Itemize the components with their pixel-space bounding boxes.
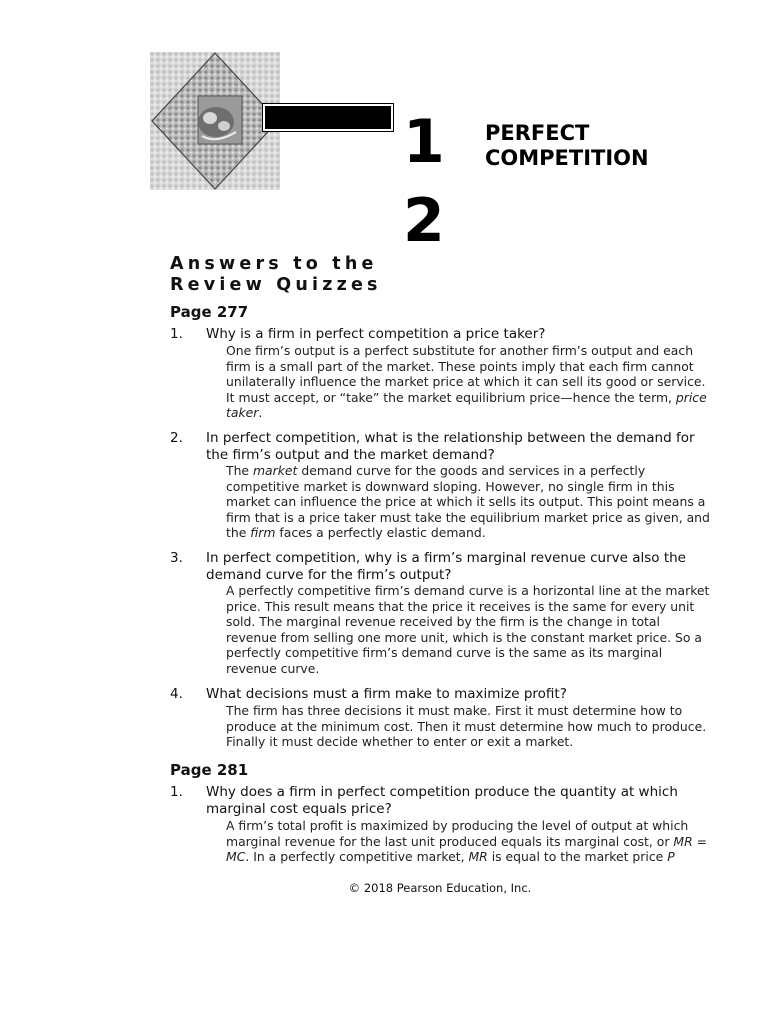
- section-heading-line2: Review Quizzes: [170, 275, 382, 295]
- question-number: 1.: [170, 326, 183, 342]
- chapter-header-bar: [263, 104, 393, 131]
- chapter-number-second-digit: 2: [403, 186, 445, 256]
- question-item: [170, 430, 715, 464]
- question-item: [170, 686, 715, 703]
- chapter-title-line1: PERFECT: [485, 121, 590, 145]
- section-heading-line1: Answers to the: [170, 254, 378, 274]
- question-number: 1.: [170, 784, 183, 800]
- chapter-title: [485, 121, 735, 171]
- answer-text: The market demand curve for the goods and services in a perfectly competitive market is downward sloping. However, no single firm in this market can influence the price at which it sells its output. This point means a firm that is a price taker must take the equilibrium market price as given, and the firm faces a perfectly elastic demand.: [226, 463, 710, 540]
- chapter-logo-image: [150, 52, 280, 190]
- answer-text: One firm’s output is a perfect substitute for another firm’s output and each firm is a small part of the market. These points imply that each firm cannot unilaterally influence the market price at which it can sell its good or service. It must accept, or “take” the market equilibrium price—hence the term, price taker.: [226, 343, 707, 420]
- answer-text: A perfectly competitive firm’s demand curve is a horizontal line at the market price. This result means that the price it receives is the same for every unit sold. The marginal revenue received by the firm is the change in total revenue from selling one more unit, which is the constant market price. So a perfectly competitive firm’s demand curve is the same as its marginal revenue curve.: [226, 583, 710, 676]
- question-number: 2.: [170, 430, 183, 446]
- question-item: [170, 784, 715, 818]
- question-text: In perfect competition, why is a firm’s marginal revenue curve also the demand curve for the firm’s output?: [206, 550, 686, 583]
- section-heading: [170, 254, 430, 296]
- question-text: Why is a firm in perfect competition a price taker?: [206, 326, 546, 342]
- chapter-title-line2: COMPETITION: [485, 146, 649, 170]
- page-heading: Page 277: [170, 303, 249, 321]
- question-text: Why does a firm in perfect competition produce the quantity at which marginal cost equals price?: [206, 784, 678, 817]
- question-text: In perfect competition, what is the relationship between the demand for the firm’s output and the market demand?: [206, 430, 695, 463]
- question-item: [170, 550, 715, 584]
- answer-text: The firm has three decisions it must make. First it must determine how to produce at the minimum cost. Then it must determine how much to produce. Finally it must decide whether to enter or exit a market.: [226, 703, 707, 749]
- chapter-number-first-digit: 1: [403, 107, 445, 177]
- question-text: What decisions must a firm make to maximize profit?: [206, 686, 567, 702]
- page-heading: Page 281: [170, 761, 249, 779]
- question-number: 4.: [170, 686, 183, 702]
- question-number: 3.: [170, 550, 183, 566]
- question-item: [170, 326, 715, 343]
- copyright-footer: © 2018 Pearson Education, Inc.: [348, 881, 532, 895]
- answer-text: A firm’s total profit is maximized by producing the level of output at which marginal revenue for the last unit produced equals its marginal cost, or MR = MC. In a perfectly competitive market, MR is equal to the market price P: [226, 818, 708, 864]
